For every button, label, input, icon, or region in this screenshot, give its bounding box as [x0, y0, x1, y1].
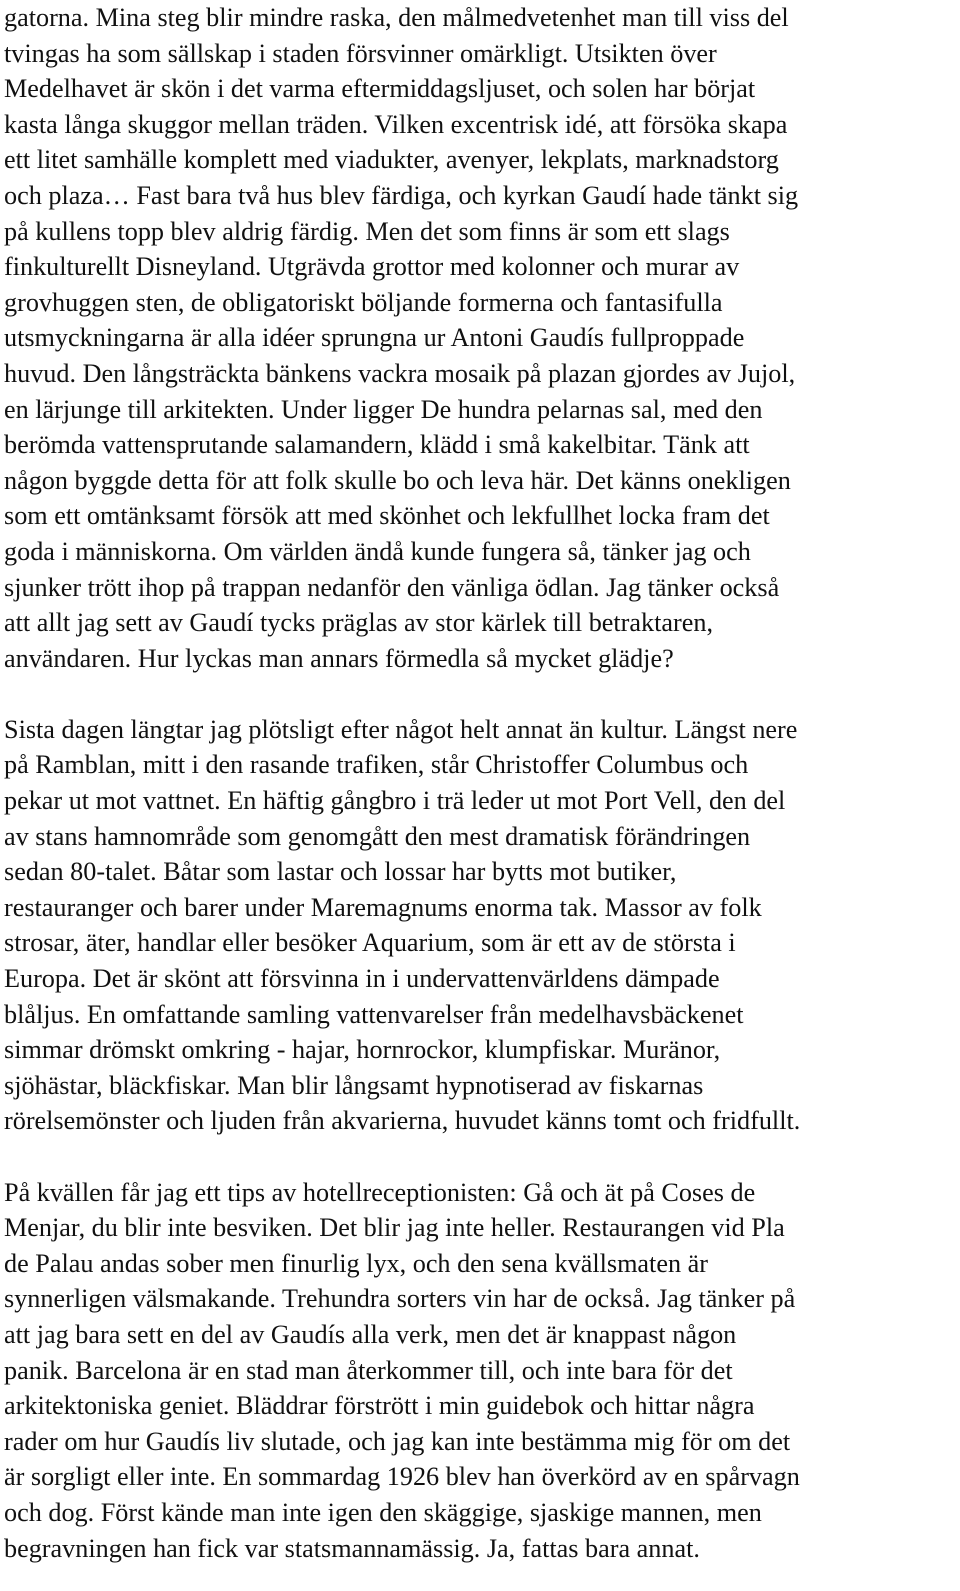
text-line: begravningen han fick var statsmannamässig. Ja, fattas bara annat.	[4, 1533, 700, 1563]
text-line: utsmyckningarna är alla idéer sprungna ur Antoni Gaudís fullproppade	[4, 323, 745, 353]
paragraph-gap	[4, 676, 952, 712]
text-line: huvud. Den långsträckta bänkens vackra mosaik på plazan gjordes av Jujol,	[4, 358, 796, 388]
text-line: gatorna. Mina steg blir mindre raska, den målmedvetenhet man till viss del	[4, 3, 789, 32]
text-line: simmar drömskt omkring - hajar, hornrockor, klumpfiskar. Muränor,	[4, 1035, 721, 1065]
paragraph	[4, 1175, 952, 1567]
text-line: tvingas ha som sällskap i staden försvinner omärkligt. Utsikten över	[4, 38, 717, 68]
text-line: goda i människorna. Om världen ändå kunde fungera så, tänker jag och	[4, 536, 751, 566]
text-line: en lärjunge till arkitekten. Under ligger De hundra pelarnas sal, med den	[4, 394, 763, 424]
text-line: och dog. Först kände man inte igen den skäggige, sjaskige mannen, men	[4, 1497, 762, 1527]
text-line: sjunker trött ihop på trappan nedanför den vänliga ödlan. Jag tänker också	[4, 572, 780, 602]
text-line: Europa. Det är skönt att försvinna in i undervattenvärldens dämpade	[4, 964, 720, 994]
text-line: ett litet samhälle komplett med viadukter, avenyer, lekplats, marknadstorg	[4, 145, 779, 175]
text-line: som ett omtänksamt försök att med skönhet och lekfullhet locka fram det	[4, 501, 770, 531]
text-line: på Ramblan, mitt i den rasande trafiken, står Christoffer Columbus och	[4, 750, 749, 780]
text-line: att jag bara sett en del av Gaudís alla verk, men det är knappast någon	[4, 1319, 737, 1349]
text-line: sedan 80-talet. Båtar som lastar och lossar har bytts mot butiker,	[4, 857, 677, 887]
paragraph	[4, 712, 952, 1139]
text-line: av stans hamnområde som genomgått den mest dramatisk förändringen	[4, 821, 751, 851]
paragraph-gap	[4, 1139, 952, 1175]
text-line: kasta långa skuggor mellan träden. Vilken excentrisk idé, att försöka skapa	[4, 109, 788, 139]
text-line: användaren. Hur lyckas man annars förmedla så mycket glädje?	[4, 643, 674, 673]
paragraph	[4, 0, 952, 676]
text-line: Medelhavet är skön i det varma eftermiddagsljuset, och solen har börjat	[4, 74, 756, 104]
text-line: strosar, äter, handlar eller besöker Aquarium, som är ett av de största i	[4, 928, 736, 958]
text-line: restauranger och barer under Maremagnums enorma tak. Massor av folk	[4, 892, 762, 922]
text-line: att allt jag sett av Gaudí tycks präglas av stor kärlek till betraktaren,	[4, 608, 714, 638]
text-line: pekar ut mot vattnet. En häftig gångbro i trä leder ut mot Port Vell, den del	[4, 786, 786, 816]
text-line: synnerligen välsmakande. Trehundra sorters vin har de också. Jag tänker på	[4, 1284, 796, 1314]
text-line: någon byggde detta för att folk skulle bo och leva här. Det känns onekligen	[4, 465, 791, 495]
text-line: Sista dagen längtar jag plötsligt efter något helt annat än kultur. Längst nere	[4, 714, 798, 744]
text-line: berömda vattensprutande salamandern, klädd i små kakelbitar. Tänk att	[4, 430, 750, 460]
text-line: de Palau andas sober men finurlig lyx, och den sena kvällsmaten är	[4, 1248, 708, 1278]
text-line: rörelsemönster och ljuden från akvarierna, huvudet känns tomt och fridfullt.	[4, 1106, 801, 1136]
text-line: och plaza… Fast bara två hus blev färdiga, och kyrkan Gaudí hade tänkt sig	[4, 180, 799, 210]
text-line: grovhuggen sten, de obligatoriskt böljande formerna och fantasifulla	[4, 287, 723, 317]
text-line: Menjar, du blir inte besviken. Det blir jag inte heller. Restaurangen vid Pla	[4, 1213, 785, 1243]
text-line: arkitektoniska geniet. Bläddrar förstrött i min guidebok och hittar några	[4, 1391, 755, 1421]
text-line: sjöhästar, bläckfiskar. Man blir långsamt hypnotiserad av fiskarnas	[4, 1070, 704, 1100]
text-line: är sorgligt eller inte. En sommardag 1926 blev han överkörd av en spårvagn	[4, 1462, 800, 1492]
text-line: finkulturellt Disneyland. Utgrävda grottor med kolonner och murar av	[4, 252, 740, 282]
text-line: på kullens topp blev aldrig färdig. Men det som finns är som ett slags	[4, 216, 730, 246]
text-line: blåljus. En omfattande samling vattenvarelser från medelhavsbäckenet	[4, 999, 744, 1029]
document-page	[4, 0, 952, 1566]
text-line: På kvällen får jag ett tips av hotellreceptionisten: Gå och ät på Coses de	[4, 1177, 756, 1207]
text-line: panik. Barcelona är en stad man återkommer till, och inte bara för det	[4, 1355, 733, 1385]
text-line: rader om hur Gaudís liv slutade, och jag kan inte bestämma mig för om det	[4, 1426, 791, 1456]
